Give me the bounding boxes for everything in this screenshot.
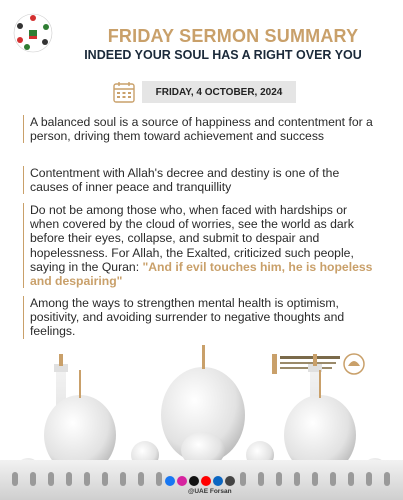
date-label: FRIDAY, 4 OCTOBER, 2024 — [142, 81, 296, 103]
forsan-logo — [12, 12, 54, 54]
calendar-icon — [112, 80, 136, 104]
instagram-icon[interactable] — [177, 476, 187, 486]
point-2: Contentment with Allah's decree and destiny is one of the causes of inner peace and tranquillity — [23, 166, 379, 194]
social-links — [165, 476, 235, 486]
x-icon[interactable] — [189, 476, 199, 486]
point-1: A balanced soul is a source of happiness and contentment for a person, driving them toward achievement and success — [23, 115, 379, 143]
youtube-icon[interactable] — [201, 476, 211, 486]
threads-icon[interactable] — [225, 476, 235, 486]
point-3 — [23, 203, 379, 288]
social-handle: @UAE Forsan — [188, 488, 232, 495]
quran-quote: "And if evil touches him, he is hopeless and despairing" — [30, 259, 373, 289]
date-row — [112, 80, 296, 104]
page-subtitle: INDEED YOUR SOUL HAS A RIGHT OVER YOU — [84, 48, 362, 62]
facebook-icon[interactable] — [165, 476, 175, 486]
page-title: FRIDAY SERMON SUMMARY — [107, 26, 359, 46]
point-3-text: Do not be among those who, when faced with hardships or when covered by the cloud of worries, see the world as dark before their eyes, collapse, and submit to despair and hopelessness. For Allah, the Exalted, criticized such people, saying in the Quran: — [30, 203, 354, 274]
linkedin-icon[interactable] — [213, 476, 223, 486]
point-4: Among the ways to strengthen mental health is optimism, positivity, and avoiding surrender to negative thoughts and feelings. — [23, 296, 379, 339]
